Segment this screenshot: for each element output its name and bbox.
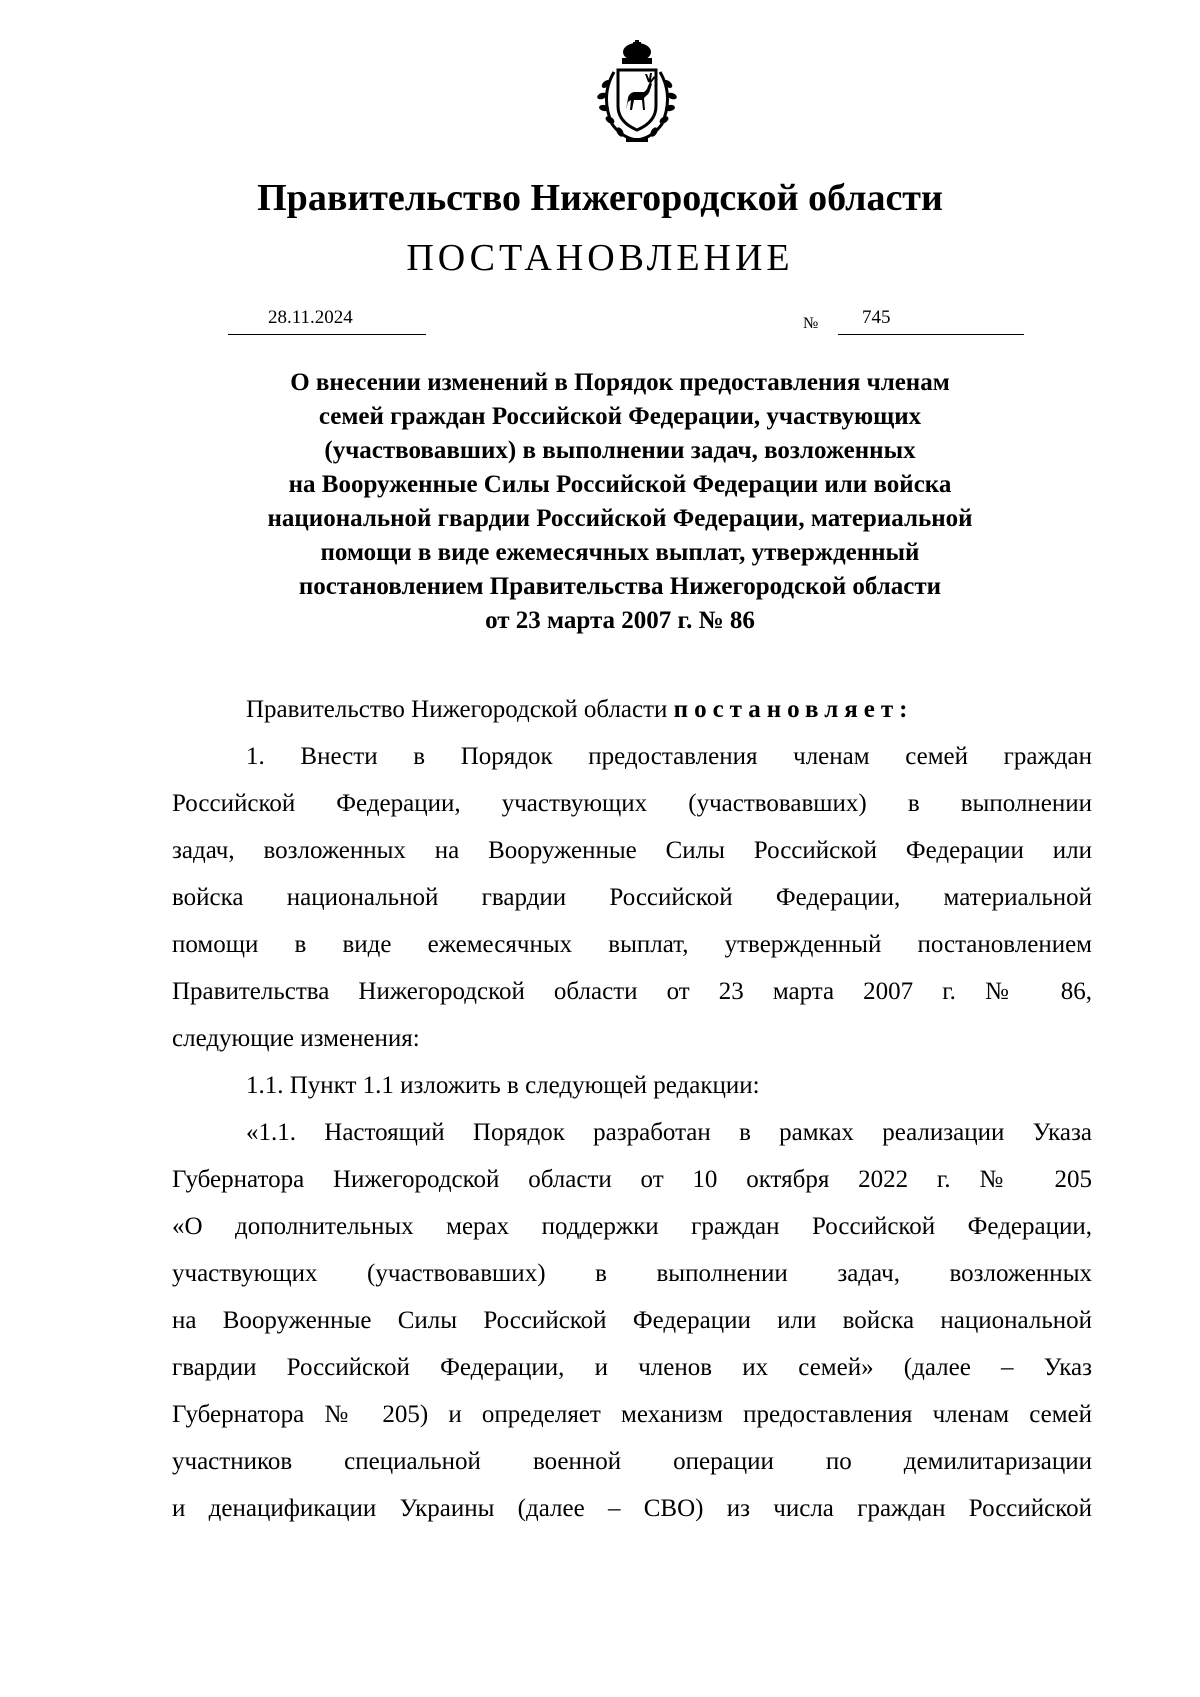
document-body bbox=[172, 686, 1092, 1532]
paragraph-line: следующие изменения: bbox=[172, 1025, 420, 1052]
document-type-heading: ПОСТАНОВЛЕНИЕ bbox=[406, 237, 794, 279]
paragraph-line: войска национальной гвардии Российской Федерации, материальной bbox=[172, 884, 1092, 911]
paragraph-line: на Вооруженные Силы Российской Федерации или войска национальной bbox=[172, 1307, 1092, 1334]
subject-line: помощи в виде ежемесячных выплат, утвержденный bbox=[320, 539, 920, 566]
subject-line: (участвовавших) в выполнении задач, возложенных bbox=[324, 437, 916, 464]
paragraph-line: 1. Внести в Порядок предоставления членам семей граждан bbox=[246, 743, 1092, 770]
paragraph-line: помощи в виде ежемесячных выплат, утвержденный постановлением bbox=[172, 931, 1092, 958]
paragraph-line: «1.1. Настоящий Порядок разработан в рамках реализации Указа bbox=[246, 1119, 1092, 1146]
paragraph-line: участвующих (участвовавших) в выполнении задач, возложенных bbox=[172, 1260, 1092, 1287]
document-number: 745 bbox=[838, 305, 1024, 335]
subject-line: от 23 марта 2007 г. № 86 bbox=[485, 607, 755, 634]
paragraph-line: Губернатора Нижегородской области от 10 октября 2022 г. № 205 bbox=[172, 1166, 1092, 1193]
paragraph-line: Губернатора № 205) и определяет механизм предоставления членам семей bbox=[172, 1401, 1092, 1428]
subject-line: национальной гвардии Российской Федерации, материальной bbox=[267, 505, 973, 532]
document-subject bbox=[200, 366, 1040, 638]
preamble-text: Правительство Нижегородской области bbox=[246, 696, 674, 723]
paragraph-line: задач, возложенных на Вооруженные Силы Российской Федерации или bbox=[172, 837, 1092, 864]
paragraph-line: и денацификации Украины (далее – СВО) из числа граждан Российской bbox=[172, 1495, 1092, 1522]
subject-line: О внесении изменений в Порядок предоставления членам bbox=[290, 369, 950, 396]
preamble-decree-word: постановляет: bbox=[673, 696, 914, 723]
paragraph-line: «О дополнительных мерах поддержки граждан Российской Федерации, bbox=[172, 1213, 1092, 1240]
paragraph-line: Российской Федерации, участвующих (участвовавших) в выполнении bbox=[172, 790, 1092, 817]
paragraph-line: 1.1. Пункт 1.1 изложить в следующей редакции: bbox=[246, 1072, 760, 1099]
paragraph-line: гвардии Российской Федерации, и членов их семей» (далее – Указ bbox=[172, 1354, 1092, 1381]
organization-title: Правительство Нижегородской области bbox=[257, 177, 943, 219]
paragraph-line: участников специальной военной операции по демилитаризации bbox=[172, 1448, 1092, 1475]
preamble-paragraph bbox=[172, 686, 1092, 733]
document-date: 28.11.2024 bbox=[228, 305, 426, 335]
coat-of-arms-emblem bbox=[582, 38, 692, 148]
subject-line: на Вооруженные Силы Российской Федерации или войска bbox=[288, 471, 952, 498]
subject-line: постановлением Правительства Нижегородской области bbox=[298, 573, 942, 600]
paragraph-quoted-1-1 bbox=[172, 1109, 1092, 1532]
paragraph-1 bbox=[172, 733, 1092, 1062]
paragraph-1-1 bbox=[172, 1062, 1092, 1109]
subject-line: семей граждан Российской Федерации, участвующих bbox=[318, 403, 922, 430]
paragraph-line: Правительства Нижегородской области от 23 марта 2007 г. № 86, bbox=[172, 978, 1092, 1005]
number-label: № bbox=[803, 315, 819, 332]
preamble-line bbox=[172, 686, 1092, 733]
